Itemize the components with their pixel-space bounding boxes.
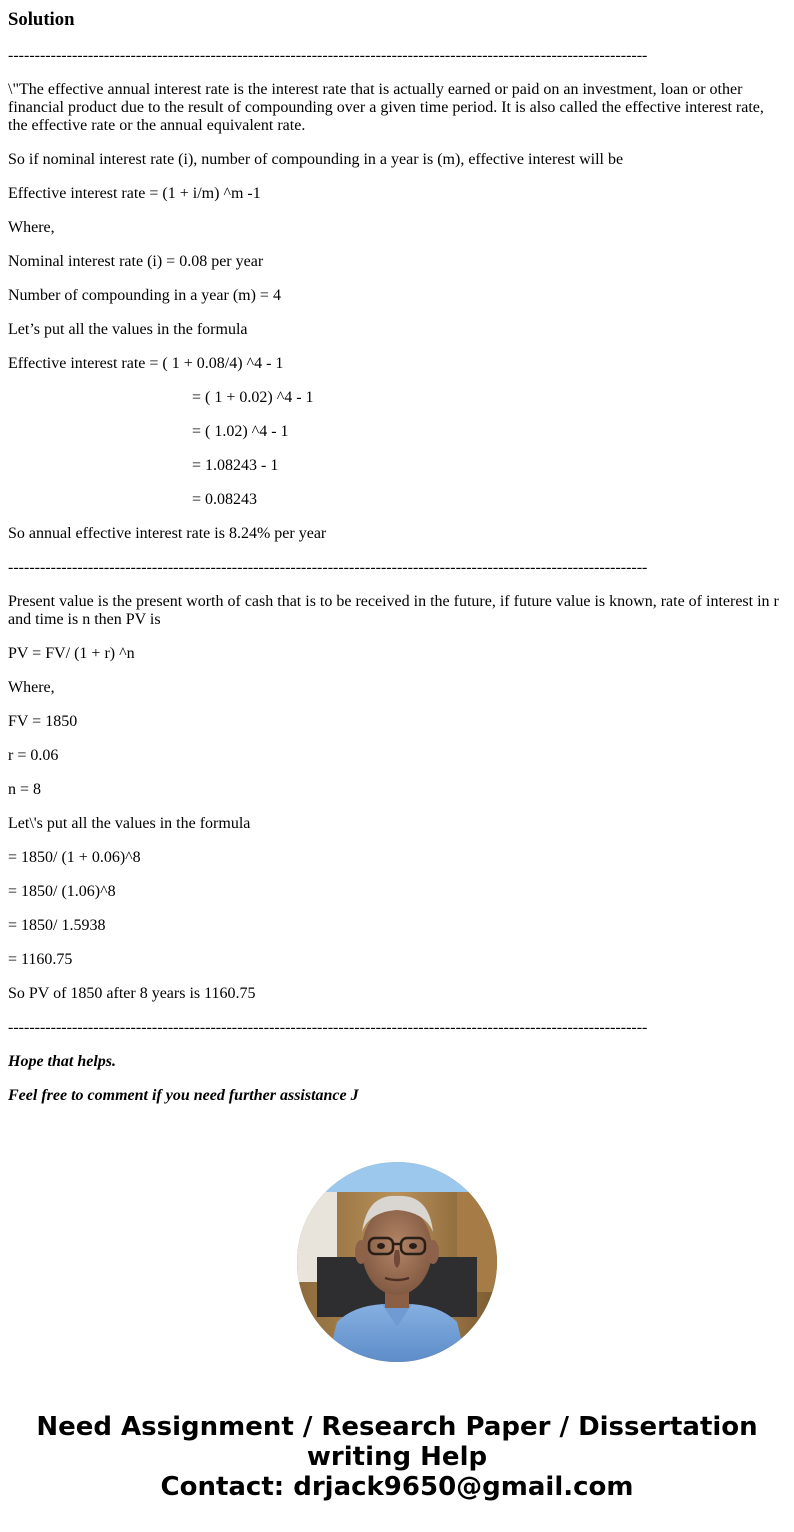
compounding-value: Number of compounding in a year (m) = 4 [8,287,281,304]
substitute-text: Let\'s put all the values in the formula [8,815,251,832]
pv-step: = 1850/ 1.5938 [8,917,106,934]
where-label: Where, [8,679,55,696]
comment-text: Feel free to comment if you need further assistance J [8,1087,359,1104]
pv-definition: Present value is the present worth of cash that is to be received in the future, if future value is known, rate of interest in r and time is n then PV is [8,593,779,628]
cta-line-1: Need Assignment / Research Paper / Dissertation [36,1412,758,1442]
effective-rate-formula: Effective interest rate = (1 + i/m) ^m -1 [8,185,261,202]
effective-rate-conclusion: So annual effective interest rate is 8.24% per year [8,525,327,542]
effective-rate-definition: \"The effective annual interest rate is the interest rate that is actually earned or paid on an investment, loan or other financial product due to the result of compounding over a given time period. It is also called the effective interest rate, the effective rate or the annual equivalent rate. [8,81,764,134]
cta-contact-email[interactable]: Contact: drjack9650@gmail.com [160,1472,634,1502]
pv-step: = 1850/ (1 + 0.06)^8 [8,849,141,866]
calc-step: = 0.08243 [192,491,258,508]
separator-line: ------------------------------------------------------------------------------------------------------------------------ [8,47,648,64]
pv-formula: PV = FV/ (1 + r) ^n [8,645,135,662]
calc-first-line: Effective interest rate = ( 1 + 0.08/4) ^4 - 1 [8,355,284,372]
calc-step: = ( 1.02) ^4 - 1 [192,423,289,440]
pv-step: = 1160.75 [8,951,73,968]
separator-line: ------------------------------------------------------------------------------------------------------------------------ [8,1019,648,1036]
cta-line-2: writing Help [306,1442,488,1472]
contact-banner [0,1412,794,1502]
pv-conclusion: So PV of 1850 after 8 years is 1160.75 [8,985,256,1002]
calc-step: = ( 1 + 0.02) ^4 - 1 [192,389,314,406]
effective-rate-intro: So if nominal interest rate (i), number of compounding in a year is (m), effective interest will be [8,151,624,168]
solution-document [0,9,794,1105]
hope-text: Hope that helps. [8,1053,117,1070]
n-value: n = 8 [8,781,42,798]
fv-value: FV = 1850 [8,713,78,730]
where-label: Where, [8,219,55,236]
author-photo [297,1162,497,1362]
separator-line: ------------------------------------------------------------------------------------------------------------------------ [8,559,648,576]
r-value: r = 0.06 [8,747,59,764]
calc-step: = 1.08243 - 1 [192,457,279,474]
pv-step: = 1850/ (1.06)^8 [8,883,116,900]
substitute-text: Let’s put all the values in the formula [8,321,248,338]
solution-heading: Solution [8,9,75,30]
nominal-rate-value: Nominal interest rate (i) = 0.08 per year [8,253,264,270]
avatar [297,1162,497,1362]
